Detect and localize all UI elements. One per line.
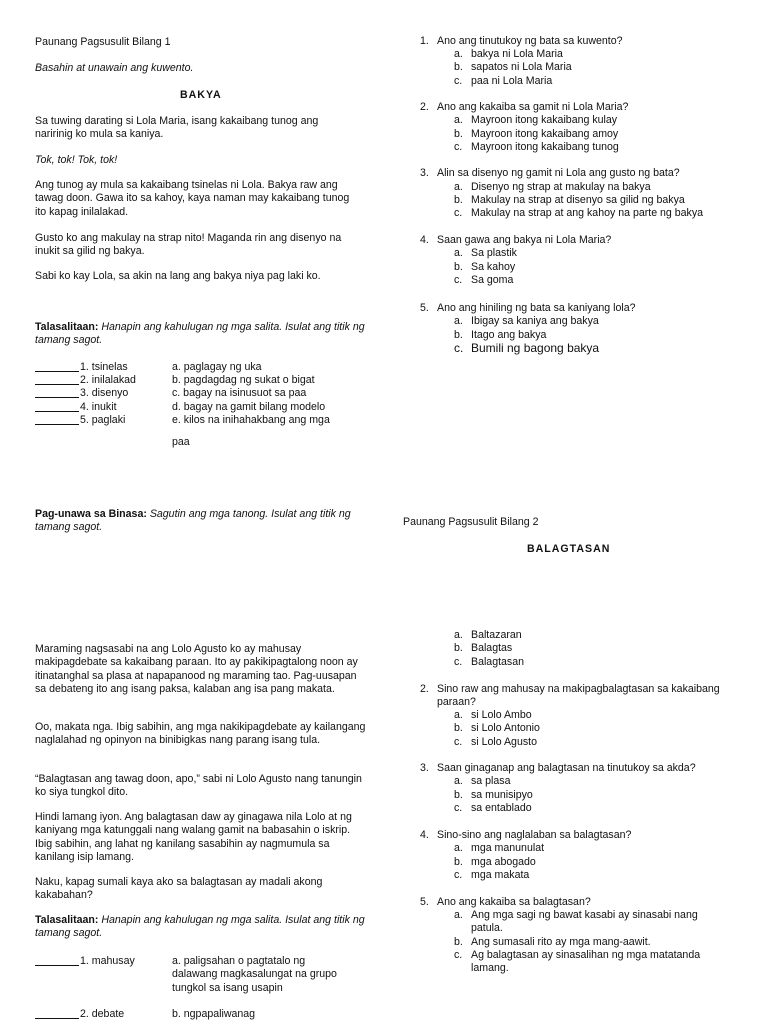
option-letter: a. xyxy=(454,842,463,854)
option-letter: c. xyxy=(454,736,463,748)
option-text: sa plasa xyxy=(471,775,511,787)
option-text: si Lolo Antonio xyxy=(471,722,540,734)
option-text: mga manunulat xyxy=(471,842,545,854)
option-text: sapatos ni Lola Maria xyxy=(471,61,572,73)
answer-blank[interactable] xyxy=(35,414,79,425)
question-number: 5. xyxy=(420,302,429,314)
option-letter: c. xyxy=(454,75,463,87)
question-number: 1. xyxy=(420,35,429,47)
option-letter: b. xyxy=(454,789,463,801)
story-paragraph-2: Tok, tok! Tok, tok! xyxy=(35,154,118,166)
story-title-2: BALAGTASAN xyxy=(527,543,611,555)
vocab-definition-continuation: paa xyxy=(172,436,190,448)
vocab-definition: c. bagay na isinusuot sa paa xyxy=(172,387,307,399)
option-letter: b. xyxy=(454,194,463,206)
question-number: 2. xyxy=(420,101,429,113)
option-letter: c. xyxy=(454,141,463,153)
vocabulary-instruction xyxy=(35,321,370,348)
answer-blank[interactable] xyxy=(35,955,79,966)
option-text: Mayroon itong kakaibang tunog xyxy=(471,141,619,153)
option-text: Balagtasan xyxy=(471,656,525,668)
vocabulary-text: Hanapin ang kahulugan ng mga salita. Isulat ang titik ng tamang sagot. xyxy=(35,914,365,940)
option-letter: b. xyxy=(454,936,463,948)
option-letter: c. xyxy=(454,869,463,881)
vocab-definition: b. ngpapaliwanag xyxy=(172,1008,256,1020)
option-letter: a. xyxy=(454,48,463,60)
option-letter: a. xyxy=(454,247,463,259)
question-text: Sino-sino ang naglalaban sa balagtasan? xyxy=(437,829,632,841)
vocabulary-label: Talasalitaan: xyxy=(35,321,99,333)
option-text: mga makata xyxy=(471,869,530,881)
option-letter: a. xyxy=(454,709,463,721)
option-letter: a. xyxy=(454,315,463,327)
option-letter: a. xyxy=(454,114,463,126)
option-text: Bumili ng bagong bakya xyxy=(471,341,600,355)
answer-blank[interactable] xyxy=(35,387,79,398)
option-letter: c. xyxy=(454,802,463,814)
option-letter: a. xyxy=(454,181,463,193)
question-text: Saan ginaganap ang balagtasan na tinutukoy sa akda? xyxy=(437,762,696,774)
story-paragraph-3: Ang tunog ay mula sa kakaibang tsinelas ni Lola. Bakya raw ang tawag doon. Gawa ito sa kahoy, kaya naman may kakaibang tunog ito kapag inilalakad. xyxy=(35,179,350,218)
question-number: 3. xyxy=(420,167,429,179)
question-text: Ano ang hiniling ng bata sa kaniyang lola? xyxy=(437,302,636,314)
comprehension-text: Sagutin ang mga tanong. Isulat ang titik ng tamang sagot. xyxy=(35,508,351,534)
option-letter: b. xyxy=(454,128,463,140)
option-text: sa entablado xyxy=(471,802,532,814)
option-letter: b. xyxy=(454,329,463,341)
question-number: 5. xyxy=(420,896,429,908)
question-number: 3. xyxy=(420,762,429,774)
comprehension-instruction xyxy=(35,508,370,535)
answer-blank[interactable] xyxy=(35,361,79,372)
option-text: mga abogado xyxy=(471,856,536,868)
story-paragraph-4: Hindi lamang iyon. Ang balagtasan daw ay ginagawa nila Lolo at ng kaniyang mga katunggali nang walang gamit na babasahin o iskrip. Ibig sabihin, ang lahat ng kanilang sasabihin ay nagmumula sa kanilang isip lamang. xyxy=(35,811,352,864)
option-letter: b. xyxy=(454,856,463,868)
option-text: Itago ang bakya xyxy=(471,329,547,341)
vocab-row xyxy=(35,401,326,414)
option-letter: a. xyxy=(454,775,463,787)
answer-blank[interactable] xyxy=(35,401,79,412)
question-text: Ano ang tinutukoy ng bata sa kuwento? xyxy=(437,35,623,47)
vocab-definition: b. pagdagdag ng sukat o bigat xyxy=(172,374,315,386)
option-text: Sa plastik xyxy=(471,247,517,259)
vocab-row xyxy=(35,361,262,374)
option-text: Mayroon itong kakaibang kulay xyxy=(471,114,618,126)
vocab-term: 3. disenyo xyxy=(80,387,129,399)
story-paragraph-1: Maraming nagsasabi na ang Lolo Agusto ko ay mahusay makipagdebate sa kakaibang paraan. Ito ay pakikipagtalong noon ay itinatanghal sa plasa at napapanood ng maraming tao. Pag-uusapan sa debateng ito ang isang paksa, kalaban ang isa pang makata. xyxy=(35,643,358,696)
vocab-definition: a. paglagay ng uka xyxy=(172,361,262,373)
answer-blank[interactable] xyxy=(35,1008,79,1019)
vocab-row xyxy=(35,374,315,387)
vocab-definition: a. paligsahan o pagtatalo ng dalawang magkasalungat na grupo tungkol sa isang usapin xyxy=(172,955,337,994)
vocab-term: 5. paglaki xyxy=(80,414,126,426)
vocab-term: 2. debate xyxy=(80,1008,125,1020)
story-paragraph-5: Sabi ko kay Lola, sa akin na lang ang bakya niya pag laki ko. xyxy=(35,270,321,282)
option-letter: a. xyxy=(454,909,463,921)
option-text: Sa kahoy xyxy=(471,261,516,273)
option-text: Ibigay sa kaniya ang bakya xyxy=(471,315,599,327)
option-text: Makulay na strap at ang kahoy na parte ng bakya xyxy=(471,207,704,219)
option-text: Makulay na strap at disenyo sa gilid ng bakya xyxy=(471,194,685,206)
option-text: bakya ni Lola Maria xyxy=(471,48,563,60)
option-text: Baltazaran xyxy=(471,629,522,641)
story-paragraph-1: Sa tuwing darating si Lola Maria, isang kakaibang tunog ang naririnig ko mula sa kaniya. xyxy=(35,115,319,141)
option-letter: c. xyxy=(454,656,463,668)
option-letter: c. xyxy=(454,949,463,961)
option-text: si Lolo Agusto xyxy=(471,736,537,748)
vocab-row xyxy=(35,1008,125,1021)
option-text: Mayroon itong kakaibang amoy xyxy=(471,128,619,140)
question-number: 4. xyxy=(420,234,429,246)
comprehension-label: Pag-unawa sa Binasa: xyxy=(35,508,147,520)
instruction: Basahin at unawain ang kuwento. xyxy=(35,62,194,74)
option-c[interactable] xyxy=(454,949,729,976)
option-letter: b. xyxy=(454,642,463,654)
option-text: si Lolo Ambo xyxy=(471,709,532,721)
option-a[interactable] xyxy=(454,909,729,936)
question-text: Alin sa disenyo ng gamit ni Lola ang gusto ng bata? xyxy=(437,167,680,179)
option-text: sa munisipyo xyxy=(471,789,533,801)
test-heading-2: Paunang Pagsusulit Bilang 2 xyxy=(403,516,539,528)
option-letter: c. xyxy=(454,207,463,219)
vocab-term: 2. inilalakad xyxy=(80,374,136,386)
vocab-row xyxy=(35,387,307,400)
vocab-definition: e. kilos na inihahakbang ang mga xyxy=(172,414,330,426)
option-letter: b. xyxy=(454,61,463,73)
option-text: Disenyo ng strap at makulay na bakya xyxy=(471,181,651,193)
option-text: Ag balagtasan ay sinasalihan ng mga matatanda lamang. xyxy=(471,949,701,975)
question-2 xyxy=(420,683,720,710)
story-paragraph-3: “Balagtasan ang tawag doon, apo,” sabi ni Lolo Agusto nang tanungin ko siya tungkol dito. xyxy=(35,773,362,799)
vocabulary-text: Hanapin ang kahulugan ng mga salita. Isulat ang titik ng tamang sagot. xyxy=(35,321,365,347)
question-number: 2. xyxy=(420,683,429,695)
option-text: Ang mga sagi ng bawat kasabi ay sinasabi nang patula. xyxy=(471,909,698,935)
vocab-row xyxy=(35,955,135,968)
question-text: Ano ang kakaiba sa gamit ni Lola Maria? xyxy=(437,101,629,113)
question-text: Ano ang kakaiba sa balagtasan? xyxy=(437,896,591,908)
answer-blank[interactable] xyxy=(35,374,79,385)
option-text: paa ni Lola Maria xyxy=(471,75,553,87)
vocab-term: 4. inukit xyxy=(80,401,117,413)
story-paragraph-2: Oo, makata nga. Ibig sabihin, ang mga nakikipagdebate ay kailangang naglalahad ng opinyon na binibigkas nang parang isang tula. xyxy=(35,721,366,747)
option-letter: a. xyxy=(454,629,463,641)
question-text: Sino raw ang mahusay na makipagbalagtasan sa kakaibang paraan? xyxy=(437,683,720,709)
vocab-definition: d. bagay na gamit bilang modelo xyxy=(172,401,326,413)
option-letter: c. xyxy=(454,341,464,355)
vocab-term: 1. mahusay xyxy=(80,955,135,967)
story-paragraph-5: Naku, kapag sumali kaya ako sa balagtasan ay madali akong kakabahan? xyxy=(35,876,323,902)
option-text: Balagtas xyxy=(471,642,513,654)
option-text: Sa goma xyxy=(471,274,514,286)
option-letter: b. xyxy=(454,722,463,734)
option-letter: b. xyxy=(454,261,463,273)
story-title: BAKYA xyxy=(180,89,222,101)
question-number: 4. xyxy=(420,829,429,841)
vocabulary-label: Talasalitaan: xyxy=(35,914,99,926)
option-letter: c. xyxy=(454,274,463,286)
question-text: Saan gawa ang bakya ni Lola Maria? xyxy=(437,234,612,246)
vocab-row xyxy=(35,414,330,427)
test-heading-1: Paunang Pagsusulit Bilang 1 xyxy=(35,36,171,48)
vocab-term: 1. tsinelas xyxy=(80,361,128,373)
story-paragraph-4: Gusto ko ang makulay na strap nito! Maganda rin ang disenyo na inukit sa gilid ng bakya. xyxy=(35,232,342,258)
option-text: Ang sumasali rito ay mga mang-aawit. xyxy=(471,936,651,948)
vocabulary-instruction xyxy=(35,914,370,941)
